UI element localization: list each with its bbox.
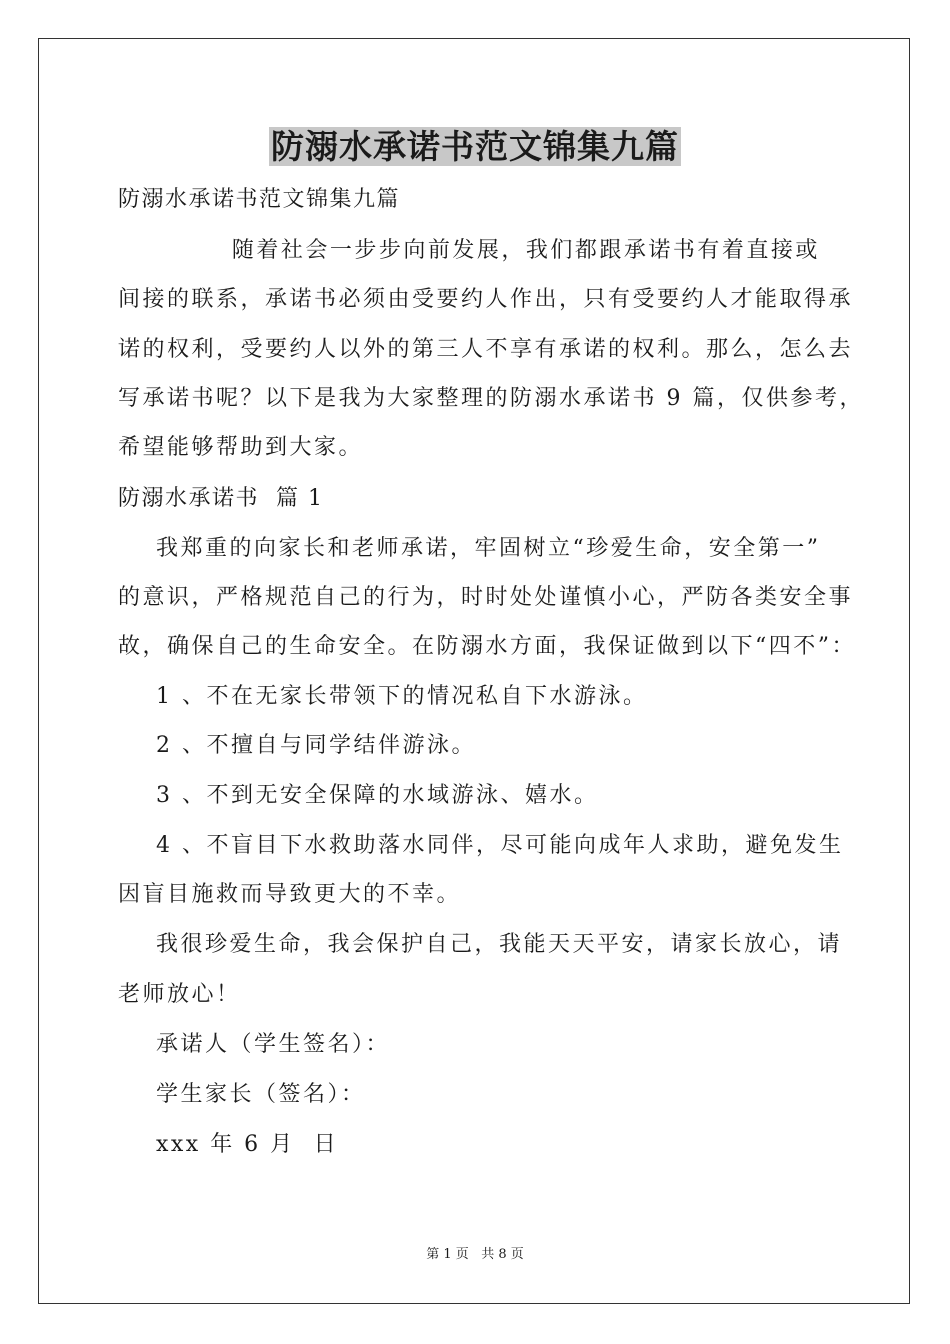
body-line: 故，确保自己的生命安全。在防溺水方面，我保证做到以下“四不”： xyxy=(118,634,856,659)
intro-line: 诺的权利，受要约人以外的第三人不享有承诺的权利。那么，怎么去 xyxy=(118,337,854,362)
intro-line: 随着社会一步步向前发展，我们都跟承诺书有着直接或 xyxy=(118,238,820,263)
intro-line: 希望能够帮助到大家。 xyxy=(118,435,364,460)
intro-line: 写承诺书呢？以下是我为大家整理的防溺水承诺书 9 篇，仅供参考， xyxy=(118,386,864,411)
body-line: 我郑重的向家长和老师承诺，牢固树立“珍爱生命，安全第一” xyxy=(118,536,821,561)
body-line: 因盲目施救而导致更大的不幸。 xyxy=(118,882,462,907)
body-line: 我很珍爱生命，我会保护自己，我能天天平安，请家长放心，请 xyxy=(118,932,842,957)
body-line: 老师放心！ xyxy=(118,982,241,1007)
section-heading: 防溺水承诺书 篇 1 xyxy=(118,486,324,511)
pledge-item-3: 3 、不到无安全保障的水域游泳、嬉水。 xyxy=(118,783,599,808)
page-footer: 第 1 页 共 8 页 xyxy=(426,1247,524,1262)
parent-signature-line: 学生家长（签名）： xyxy=(118,1082,366,1107)
pledge-item-1: 1 、不在无家长带领下的情况私自下水游泳。 xyxy=(118,684,648,709)
page-border xyxy=(38,38,910,1304)
pledge-item-4: 4 、不盲目下水救助落水同伴，尽可能向成年人求助，避免发生 xyxy=(118,833,844,858)
body-line: 的意识，严格规范自己的行为，时时处处谨慎小心，严防各类安全事 xyxy=(118,585,854,610)
pledger-signature-line: 承诺人（学生签名）： xyxy=(118,1032,390,1057)
date-line: xxx 年 6 月 日 xyxy=(118,1132,339,1157)
document-subtitle: 防溺水承诺书范文锦集九篇 xyxy=(118,187,401,212)
document-title: 防溺水承诺书范文锦集九篇 xyxy=(271,127,679,166)
intro-line: 间接的联系，承诺书必须由受要约人作出，只有受要约人才能取得承 xyxy=(118,287,854,312)
pledge-item-2: 2 、不擅自与同学结伴游泳。 xyxy=(118,733,476,758)
